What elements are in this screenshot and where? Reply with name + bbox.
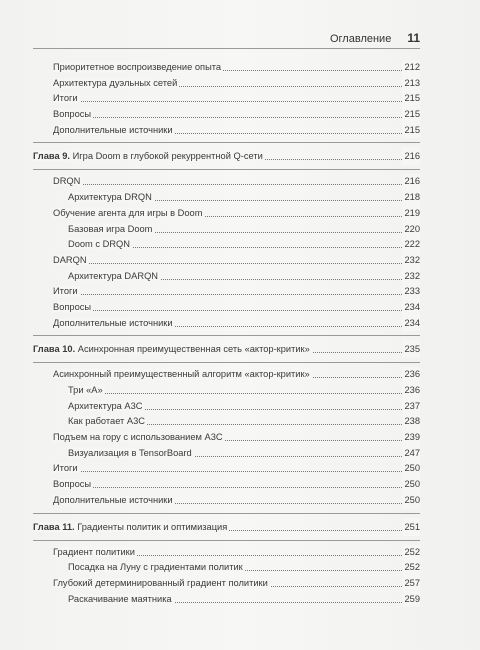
toc-entry-title: Вопросы — [53, 301, 92, 312]
toc-page-number: 216 — [402, 147, 420, 165]
toc-page-number: 250 — [402, 461, 420, 477]
chapter-rule — [33, 540, 420, 541]
toc-subsection[interactable] — [33, 237, 420, 253]
toc-entry-title: Дополнительные источники — [53, 494, 173, 505]
running-head — [330, 31, 420, 45]
running-head-title: Оглавление — [329, 33, 392, 45]
toc-subsection[interactable] — [33, 592, 420, 608]
toc-chapter-title — [33, 344, 312, 354]
toc-entry-title: Асинхронный преимущественный алгоритм «актор-критик» — [53, 369, 310, 380]
toc-section[interactable] — [33, 253, 420, 269]
toc-page-number: 239 — [402, 430, 420, 446]
toc-entry-title: Дополнительные источники — [53, 317, 173, 328]
toc-page-number: 232 — [402, 269, 420, 285]
toc-entry-title: DRQN — [53, 176, 81, 187]
toc-page-number: 213 — [402, 76, 420, 92]
dot-leader — [68, 393, 420, 394]
dot-leader — [53, 184, 420, 185]
toc-subsection[interactable] — [33, 446, 420, 462]
toc-section[interactable] — [33, 123, 420, 139]
dot-leader — [53, 487, 420, 488]
toc-entry-title: Три «А» — [68, 385, 103, 395]
toc-page-number: 251 — [402, 518, 420, 536]
toc-section[interactable] — [33, 367, 420, 383]
toc-section[interactable] — [33, 576, 420, 592]
toc-page-number: 247 — [402, 446, 420, 462]
toc-entry-title: Базовая игра Doom — [68, 223, 153, 234]
toc-entry-title: Итоги — [53, 286, 78, 297]
running-head-page-number: 11 — [407, 31, 420, 45]
toc-section[interactable] — [33, 284, 420, 300]
chapter-rule — [33, 362, 420, 363]
chapter-title-text: Градиенты политик и оптимизация — [77, 521, 228, 532]
toc-section[interactable] — [33, 477, 420, 493]
toc-section[interactable] — [33, 91, 420, 107]
toc-chapter[interactable] — [33, 340, 420, 358]
toc-entry-title: Итоги — [53, 463, 78, 474]
toc-entry-title: Визуализация в TensorBoard — [68, 447, 192, 458]
toc-page-number: 219 — [402, 206, 420, 222]
toc-entry-title: Архитектура DARQN — [68, 270, 159, 281]
toc-section[interactable] — [33, 76, 420, 92]
toc-entry-title: Вопросы — [53, 109, 92, 120]
chapter-title-text: Асинхронная преимущественная сеть «актор-критик» — [77, 344, 310, 355]
toc-entry-title: Архитектура DRQN — [68, 192, 152, 203]
toc-page-number: 232 — [402, 253, 420, 269]
toc-entry-title: Doom с DRQN — [68, 239, 130, 250]
toc-entry-title: Архитектура A3C — [68, 400, 143, 411]
toc-page-number: 215 — [402, 123, 420, 139]
toc-subsection[interactable] — [33, 383, 420, 399]
dot-leader — [53, 117, 420, 118]
toc-page-number: 259 — [402, 592, 420, 608]
dot-leader — [53, 471, 420, 472]
chapter-rule — [33, 335, 420, 336]
table-of-contents — [33, 60, 420, 607]
toc-page-number: 220 — [402, 222, 420, 238]
toc-page-number: 238 — [402, 414, 420, 430]
toc-page-number: 218 — [402, 190, 420, 206]
toc-page-number: 250 — [402, 493, 420, 509]
toc-section[interactable] — [33, 493, 420, 509]
toc-section[interactable] — [33, 316, 420, 332]
toc-entry-title: Как работает A3C — [68, 416, 145, 427]
toc-subsection[interactable] — [33, 414, 420, 430]
chapter-label: Глава 9. — [33, 151, 70, 162]
toc-page-number: 252 — [402, 560, 420, 576]
toc-page-number: 215 — [402, 91, 420, 107]
toc-section[interactable] — [33, 60, 420, 76]
toc-section[interactable] — [33, 461, 420, 477]
toc-section[interactable] — [33, 174, 420, 190]
toc-subsection[interactable] — [33, 222, 420, 238]
toc-page-number: 222 — [402, 237, 420, 253]
toc-section[interactable] — [33, 300, 420, 316]
toc-subsection[interactable] — [33, 560, 420, 576]
toc-section[interactable] — [33, 206, 420, 222]
toc-entry-title: Подъем на гору с использованием A3C — [53, 432, 223, 443]
toc-entry-title: Итоги — [53, 93, 78, 104]
toc-page-number: 212 — [402, 60, 420, 76]
toc-entry-title: Глубокий детерминированный градиент политики — [53, 577, 268, 588]
toc-page-number: 237 — [402, 399, 420, 415]
chapter-title-text: Игра Doom в глубокой рекуррентной Q-сети — [72, 151, 263, 162]
toc-page-number: 233 — [402, 284, 420, 300]
toc-page-number: 234 — [402, 300, 420, 316]
chapter-label: Глава 11. — [33, 521, 75, 532]
toc-section[interactable] — [33, 545, 420, 561]
toc-page-number: 215 — [402, 107, 420, 123]
toc-entry-title: Архитектура дуэльных сетей — [53, 77, 178, 88]
chapter-rule — [33, 169, 420, 170]
dot-leader — [53, 294, 420, 295]
chapter-rule — [33, 142, 420, 143]
header-rule — [33, 48, 420, 49]
toc-chapter-title — [33, 151, 265, 161]
toc-subsection[interactable] — [33, 399, 420, 415]
toc-entry-title: Приоритетное воспроизведение опыта — [53, 62, 222, 72]
toc-entry-title: Посадка на Луну с градиентами политик — [68, 562, 243, 573]
chapter-label: Глава 10. — [33, 344, 76, 355]
toc-subsection[interactable] — [33, 269, 420, 285]
toc-page-number: 235 — [402, 340, 420, 358]
dot-leader — [53, 310, 420, 311]
toc-section[interactable] — [33, 107, 420, 123]
toc-page-number: 234 — [402, 316, 420, 332]
toc-page-number: 236 — [402, 367, 420, 383]
toc-entry-title: Градиент политики — [53, 546, 135, 557]
dot-leader — [53, 101, 420, 102]
toc-entry-title: Раскачивание маятника — [68, 593, 172, 604]
toc-page-number: 216 — [402, 174, 420, 190]
toc-entry-title: Вопросы — [53, 479, 92, 490]
toc-chapter-title — [33, 522, 229, 532]
toc-entry-title: Дополнительные источники — [53, 124, 173, 135]
toc-page-number: 252 — [402, 545, 420, 561]
toc-subsection[interactable] — [33, 190, 420, 206]
toc-chapter[interactable] — [33, 147, 420, 165]
toc-entry-title: DARQN — [53, 254, 87, 265]
toc-entry-title: Обучение агента для игры в Doom — [53, 207, 203, 218]
dot-leader — [53, 263, 420, 264]
chapter-rule — [33, 513, 420, 514]
toc-page-number: 250 — [402, 477, 420, 493]
toc-page-number: 257 — [402, 576, 420, 592]
toc-page-number: 236 — [402, 383, 420, 399]
toc-chapter[interactable] — [33, 518, 420, 536]
toc-section[interactable] — [33, 430, 420, 446]
